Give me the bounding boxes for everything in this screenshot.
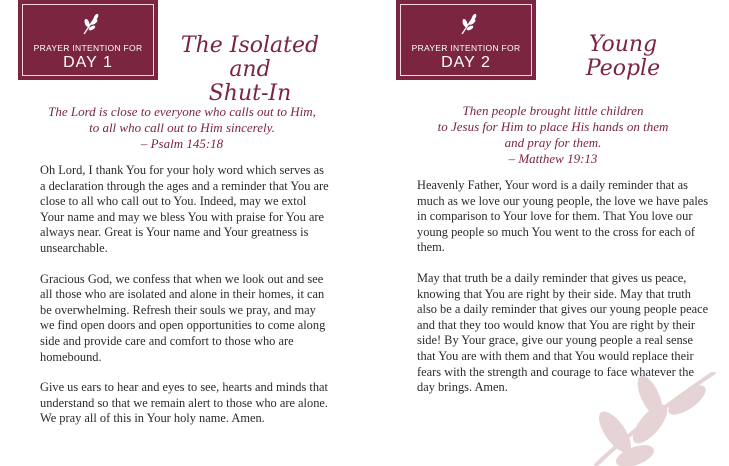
prayer-paragraph: Oh Lord, I thank You for your holy word which serves as a declaration through the ages and a reminder that You are close to all who call out to You. Indeed, may we extol Your name and may we bless You with praise for You are always near. Great is Your name and Your greatness is unsearchable.	[40, 163, 329, 255]
prayer-paragraph: Give us ears to hear and eyes to see, hearts and minds that understand so that we remain alert to those who are alone. We pray all of this in Your holy name. Amen.	[40, 380, 328, 426]
prayer-paragraph: Heavenly Father, Your word is a daily reminder that as much as we love our young people, the love we have pales in comparison to Your love for them. That You love our young people so much You went to the cross for each of them.	[417, 178, 709, 255]
badge-day: DAY 1	[63, 54, 113, 71]
verse-ref: – Matthew 19:13	[508, 151, 598, 166]
day2-badge	[396, 0, 536, 80]
verse-line: and pray for them.	[504, 135, 602, 150]
day2-verse	[403, 103, 703, 167]
day1-title	[166, 34, 334, 106]
verse-line: The Lord is close to everyone who calls out to Him,	[48, 104, 316, 119]
badge-day: DAY 2	[441, 54, 491, 71]
verse-ref: – Psalm 145:18	[140, 136, 224, 151]
day1-prayer	[40, 163, 330, 442]
day2-title: Young People	[585, 32, 661, 81]
badge-label: PRAYER INTENTION FOR	[33, 43, 143, 53]
verse-line: Then people brought little children	[462, 103, 644, 118]
verse-line: to Jesus for Him to place His hands on them	[437, 119, 669, 134]
day1-page	[0, 0, 364, 466]
leaf-sprig-icon	[81, 13, 99, 35]
prayer-paragraph: May that truth be a daily reminder that gives us peace, knowing that You are right by their side. May that truth also be a daily reminder that gives our young people peace and that they too would know that You are right by their side! By Your grace, give our young people a real sense that You are with them and that You would replace their fears with the strength and courage to face whatever the day brings. Amen.	[417, 270, 709, 395]
prayer-paragraph: Gracious God, we confess that when we look out and see all those who are isolated and alone in their homes, it can be overwhelming. Refresh their souls we pray, and may we find open doors and open opportunities to come along side and provide care and comfort to those who are homebound.	[40, 271, 326, 364]
title-line: The Isolated and	[180, 33, 320, 82]
day1-verse	[32, 104, 332, 152]
leaf-sprig-icon	[459, 13, 477, 35]
badge-label: PRAYER INTENTION FOR	[411, 43, 521, 53]
day1-badge	[18, 0, 158, 80]
verse-line: to all who call out to Him sincerely.	[89, 120, 275, 135]
title-line: Shut-In	[208, 81, 292, 106]
leaf-branch-icon	[575, 372, 725, 466]
